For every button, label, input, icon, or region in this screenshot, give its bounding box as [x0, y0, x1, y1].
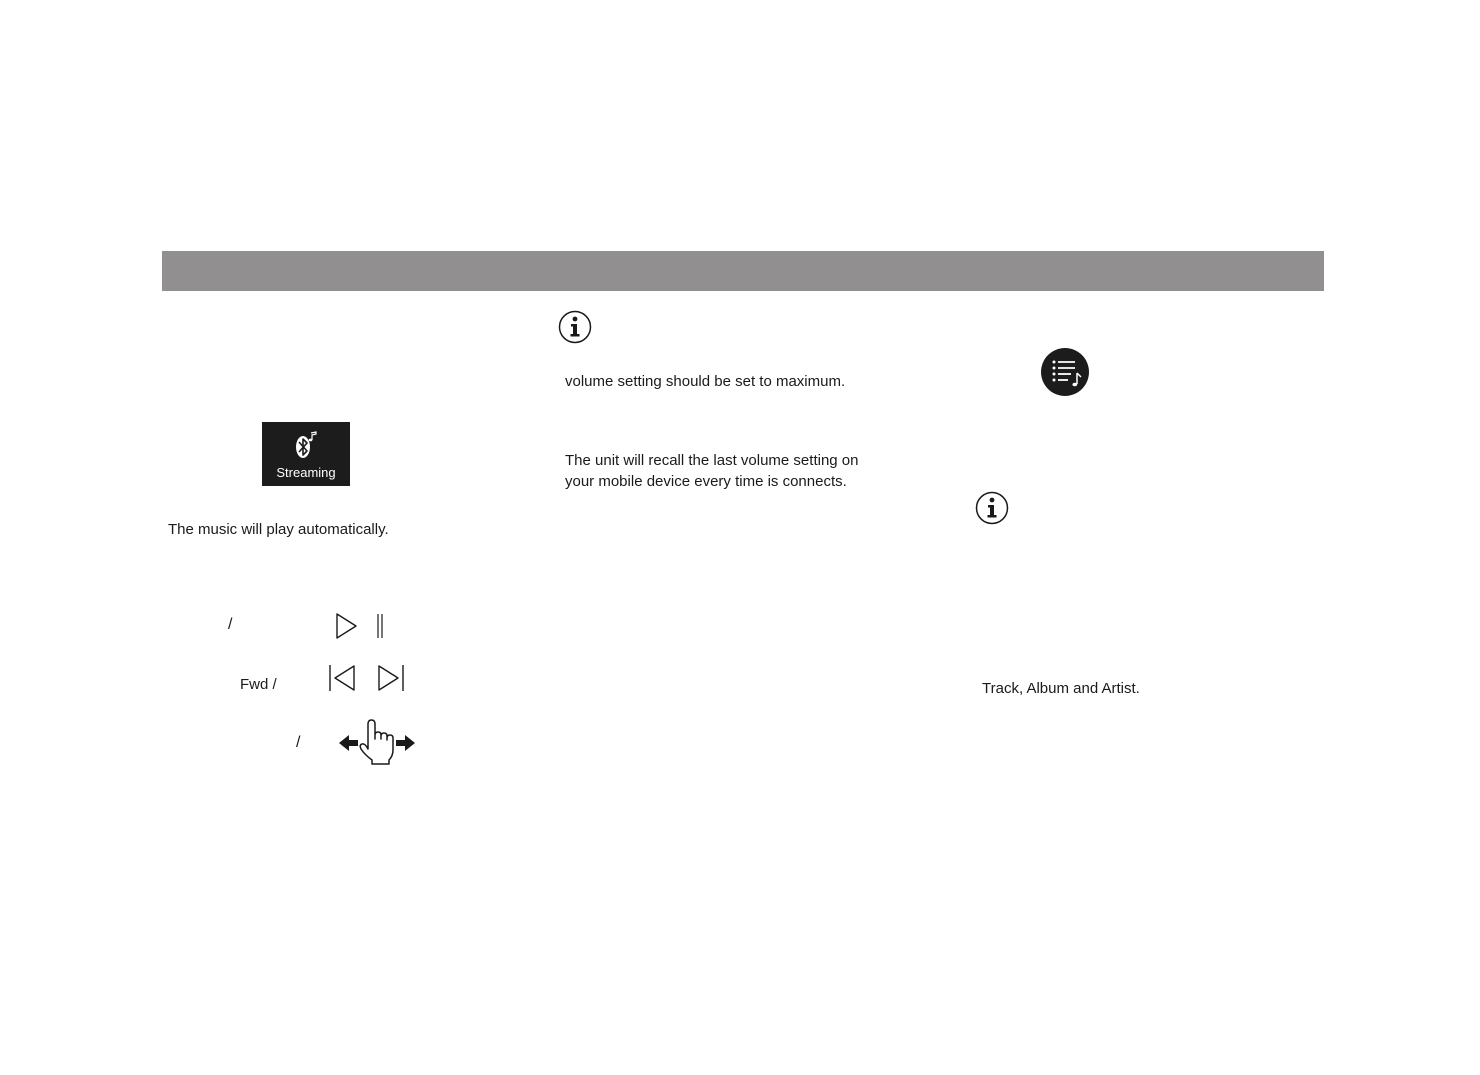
play-pause-slash: / — [228, 616, 233, 633]
previous-track-icon[interactable] — [327, 664, 357, 692]
swipe-hand-icon[interactable] — [338, 718, 416, 766]
skip-label: Fwd / — [240, 676, 277, 693]
swipe-slash: / — [296, 734, 301, 751]
info-icon — [975, 491, 1009, 525]
pause-icon[interactable] — [375, 612, 387, 640]
bluetooth-music-icon — [295, 431, 317, 461]
recall-text-line-2: your mobile device every time is connects. — [565, 473, 847, 490]
auto-play-text: The music will play automatically. — [168, 521, 389, 538]
streaming-mode-tile[interactable] — [262, 422, 350, 486]
playlist-icon[interactable] — [1041, 348, 1089, 396]
volume-setting-text: volume setting should be set to maximum. — [565, 373, 846, 390]
next-track-icon[interactable] — [376, 664, 406, 692]
recall-text-line-1: The unit will recall the last volume setting on — [565, 452, 859, 469]
streaming-label: Streaming — [276, 465, 336, 480]
info-icon — [558, 310, 592, 344]
track-album-artist-text: Track, Album and Artist. — [982, 680, 1140, 697]
section-header-band — [162, 251, 1324, 291]
play-icon[interactable] — [335, 612, 359, 640]
